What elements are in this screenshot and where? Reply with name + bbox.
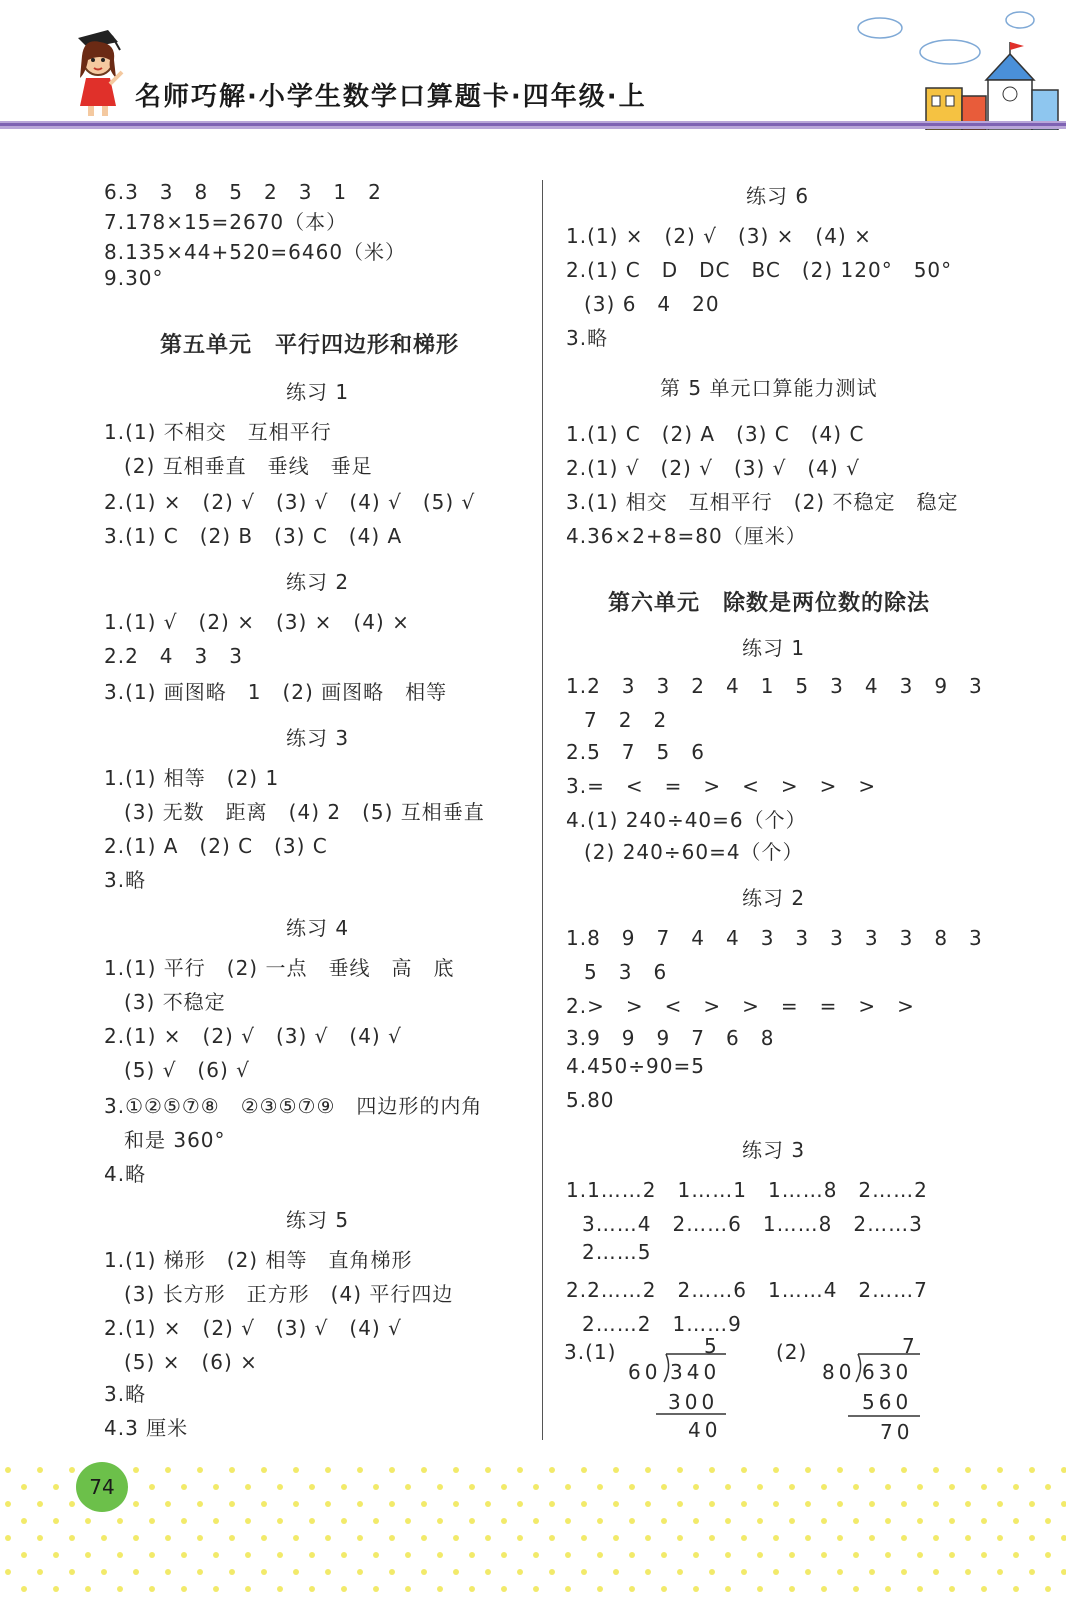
answer-line: (2) 240÷60=4（个）: [584, 840, 804, 864]
division-product: 560: [862, 1390, 913, 1414]
answer-line: 3.①②⑤⑦⑧ ②③⑤⑦⑨ 四边形的内角: [104, 1094, 483, 1118]
answer-line: 3.= < = > < > > >: [566, 774, 877, 798]
answer-line: (5) × (6) ×: [124, 1350, 258, 1374]
answer-line: (3) 无数 距离 (4) 2 (5) 互相垂直: [124, 800, 485, 824]
answer-line: 7 2 2: [584, 708, 668, 732]
division-divisor: 80: [822, 1360, 856, 1384]
answer-line: 1.(1) × (2) √ (3) × (4) ×: [566, 224, 872, 248]
answer-line: 2.(1) × (2) √ (3) √ (4) √: [104, 1024, 402, 1048]
answer-line: 4.450÷90=5: [566, 1054, 705, 1078]
answer-line: (2) 互相垂直 垂线 垂足: [124, 454, 373, 478]
unit6-heading: 第六单元 除数是两位数的除法: [608, 591, 931, 616]
answer-line: 3.9 9 9 7 6 8: [566, 1026, 775, 1050]
answer-line: 2.(1) √ (2) √ (3) √ (4) √: [566, 456, 860, 480]
division-remainder: 40: [688, 1418, 722, 1442]
answer-line: 1.(1) √ (2) × (3) × (4) ×: [104, 610, 410, 634]
division-remainder: 70: [880, 1420, 914, 1444]
teacher-girl-illustration: [60, 20, 140, 120]
answer-line: 3.(1) C (2) B (3) C (4) A: [104, 524, 403, 548]
answer-line: 2……5: [582, 1240, 652, 1264]
answer-line: 7.178×15=2670（本）: [104, 210, 348, 234]
division-quotient: 5: [704, 1334, 721, 1358]
castle-illustration: [920, 40, 1060, 130]
division-bracket: [656, 1352, 732, 1432]
test-title: 第 5 单元口算能力测试: [660, 376, 878, 400]
footer-dot-pattern: [0, 1460, 1066, 1600]
answer-line: 1.1……2 1……1 1……8 2……2: [566, 1178, 928, 1202]
division-divisor: 60: [628, 1360, 662, 1384]
answer-line: (3) 长方形 正方形 (4) 平行四边: [124, 1282, 454, 1306]
answer-line: 2.2 4 3 3: [104, 644, 243, 668]
answer-line: 2.5 7 5 6: [566, 740, 705, 764]
answer-line: 4.3 厘米: [104, 1416, 189, 1440]
division-dividend: 340: [670, 1360, 721, 1384]
answer-line: 1.(1) C (2) A (3) C (4) C: [566, 422, 865, 446]
answer-line: 1.(1) 平行 (2) 一点 垂线 高 底: [104, 956, 455, 980]
answer-line: 2.(1) A (2) C (3) C: [104, 834, 328, 858]
answer-line: 2.(1) C D DC BC (2) 120° 50°: [566, 258, 953, 282]
division-dividend: 630: [862, 1360, 913, 1384]
exercise-title: 练习 2: [742, 886, 806, 910]
unit5-heading: 第五单元 平行四边形和梯形: [160, 333, 460, 358]
answer-line: 1.8 9 7 4 4 3 3 3 3 3 8 3: [566, 926, 983, 950]
answer-line: 3.略: [104, 1382, 147, 1406]
answer-line: 3……4 2……6 1……8 2……3: [582, 1212, 923, 1236]
exercise-title: 练习 1: [286, 380, 350, 404]
answer-line: 9.30°: [104, 266, 164, 290]
header-divider-band: [0, 118, 1066, 132]
exercise-title: 练习 5: [286, 1208, 350, 1232]
answer-line: 2……2 1……9: [582, 1312, 742, 1336]
division-product: 300: [668, 1390, 719, 1414]
answer-line: 4.(1) 240÷40=6（个）: [566, 808, 807, 832]
answer-line: 1.(1) 相等 (2) 1: [104, 766, 280, 790]
answer-line: 3.(1) 画图略 1 (2) 画图略 相等: [104, 680, 448, 704]
answer-line: 2.(1) × (2) √ (3) √ (4) √ (5) √: [104, 490, 476, 514]
division-label: 3.(1): [564, 1340, 617, 1364]
answer-line: 和是 360°: [124, 1128, 226, 1152]
header-title: 名师巧解·小学生数学口算题卡·四年级·上: [135, 82, 647, 112]
page-number: 74: [76, 1462, 128, 1512]
answer-line: (3) 不稳定: [124, 990, 226, 1014]
answer-line: 5 3 6: [584, 960, 668, 984]
division-bracket: [848, 1352, 928, 1434]
division-quotient: 7: [902, 1334, 919, 1358]
answer-line: 2.(1) × (2) √ (3) √ (4) √: [104, 1316, 402, 1340]
answer-line: 4.略: [104, 1162, 147, 1186]
answer-line: 2.> > < > > = = > >: [566, 994, 915, 1018]
exercise-title: 练习 1: [742, 636, 806, 660]
answer-line: 3.略: [566, 326, 609, 350]
answer-line: 4.36×2+8=80（厘米）: [566, 524, 807, 548]
answer-line: 3.略: [104, 868, 147, 892]
answer-line: (3) 6 4 20: [584, 292, 720, 316]
answer-line: 3.(1) 相交 互相平行 (2) 不稳定 稳定: [566, 490, 959, 514]
answer-line: 6.3 3 8 5 2 3 1 2: [104, 180, 382, 204]
answer-line: 1.2 3 3 2 4 1 5 3 4 3 9 3: [566, 674, 983, 698]
exercise-title: 练习 4: [286, 916, 350, 940]
exercise-title: 练习 3: [742, 1138, 806, 1162]
answer-line: 5.80: [566, 1088, 615, 1112]
answer-line: 8.135×44+520=6460（米）: [104, 240, 407, 264]
answer-line: 1.(1) 梯形 (2) 相等 直角梯形: [104, 1248, 413, 1272]
answer-line: (5) √ (6) √: [124, 1058, 250, 1082]
exercise-title: 练习 6: [746, 184, 810, 208]
division-label: (2): [776, 1340, 808, 1364]
exercise-title: 练习 2: [286, 570, 350, 594]
column-divider: [542, 180, 543, 1440]
exercise-title: 练习 3: [286, 726, 350, 750]
answer-line: 2.2……2 2……6 1……4 2……7: [566, 1278, 928, 1302]
answer-line: 1.(1) 不相交 互相平行: [104, 420, 332, 444]
